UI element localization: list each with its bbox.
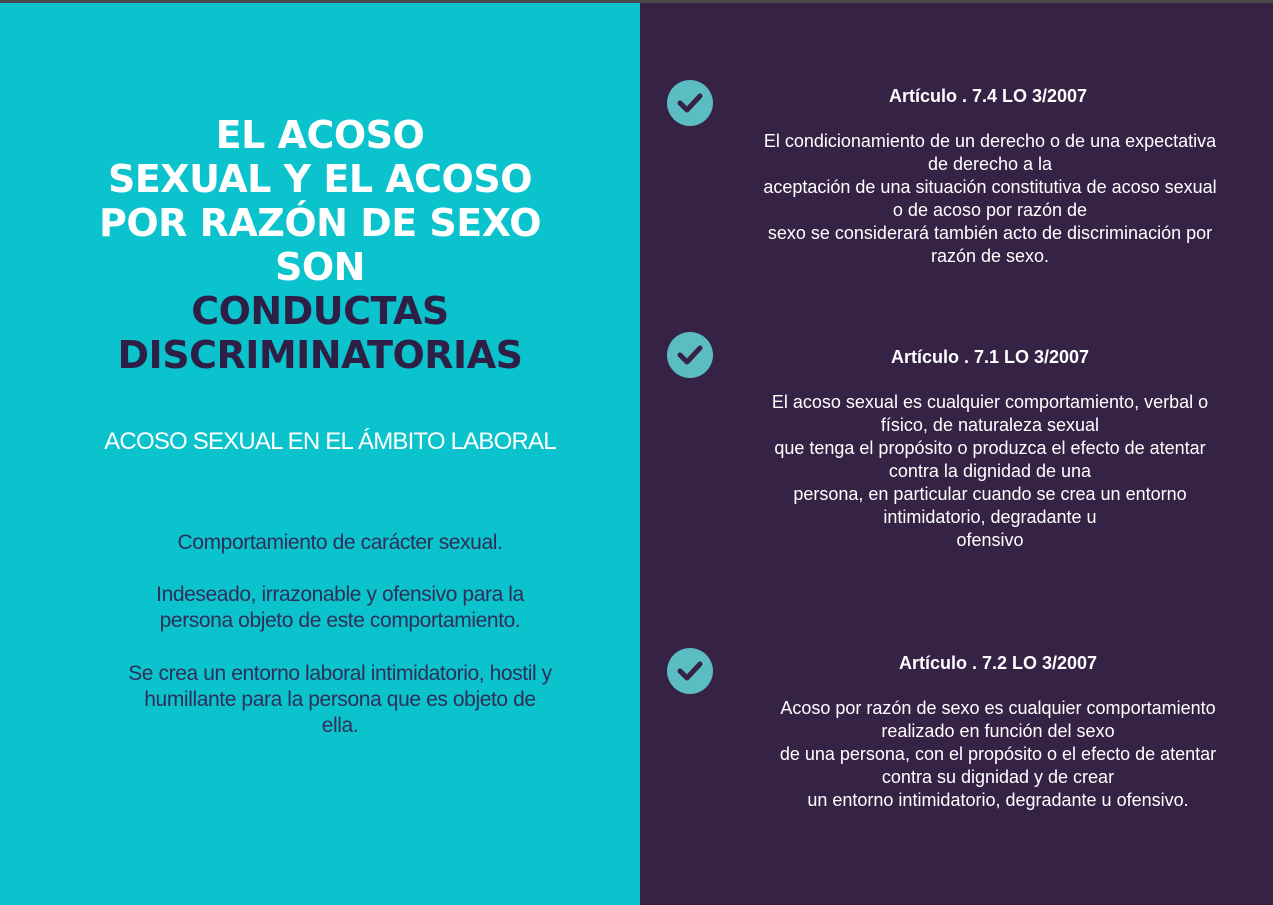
article-line: contra la dignidad de una bbox=[888, 461, 1092, 481]
paragraph-line: Indeseado, irrazonable y ofensivo para la bbox=[156, 583, 524, 606]
headline-line-dark: DISCRIMINATORIAS bbox=[117, 333, 523, 377]
article-line: sexo se considerará también acto de discriminación por bbox=[767, 223, 1213, 243]
article-line: razón de sexo. bbox=[930, 246, 1050, 266]
article-line: persona, en particular cuando se crea un entorno bbox=[793, 484, 1187, 504]
article-line: El acoso sexual es cualquier comportamiento, verbal o bbox=[771, 392, 1209, 412]
article-body bbox=[720, 391, 1260, 552]
paragraph-line: persona objeto de este comportamiento. bbox=[159, 609, 521, 632]
paragraph-line: humillante para la persona que es objeto de bbox=[144, 688, 536, 711]
paragraph bbox=[90, 582, 590, 634]
article-title: Artículo . 7.4 LO 3/2007 bbox=[888, 86, 1088, 106]
headline-line-dark: CONDUCTAS bbox=[191, 289, 449, 333]
paragraph-line: Comportamiento de carácter sexual. bbox=[177, 531, 503, 554]
article-body bbox=[720, 130, 1260, 268]
paragraph-line: Se crea un entorno laboral intimidatorio, hostil y bbox=[128, 662, 552, 685]
article-body bbox=[728, 697, 1268, 812]
check-circle-icon bbox=[667, 332, 713, 378]
paragraph bbox=[90, 661, 590, 739]
article-line: ofensivo bbox=[956, 530, 1024, 550]
article-line: físico, de naturaleza sexual bbox=[880, 415, 1100, 435]
article-title: Artículo . 7.2 LO 3/2007 bbox=[898, 653, 1098, 673]
check-circle-icon bbox=[667, 80, 713, 126]
headline-line: POR RAZÓN DE SEXO bbox=[98, 201, 541, 245]
article-line: o de acoso por razón de bbox=[892, 200, 1088, 220]
paragraph-line: ella. bbox=[321, 714, 359, 737]
article-line: un entorno intimidatorio, degradante u ofensivo. bbox=[807, 790, 1189, 810]
article-title: Artículo . 7.1 LO 3/2007 bbox=[890, 347, 1090, 367]
check-circle-icon bbox=[667, 648, 713, 694]
article-line: contra su dignidad y de crear bbox=[881, 767, 1115, 787]
main-headline bbox=[20, 113, 620, 377]
subtitle: ACOSO SEXUAL EN EL ÁMBITO LABORAL bbox=[104, 428, 556, 455]
article-line: de una persona, con el propósito o el efecto de atentar bbox=[779, 744, 1217, 764]
article-line: que tenga el propósito o produzca el efecto de atentar bbox=[774, 438, 1206, 458]
article-line: realizado en función del sexo bbox=[881, 721, 1115, 741]
article-line: Acoso por razón de sexo es cualquier comportamiento bbox=[780, 698, 1216, 718]
article-line: de derecho a la bbox=[927, 154, 1053, 174]
headline-line: EL ACOSO bbox=[215, 113, 425, 157]
headline-line: SEXUAL Y EL ACOSO bbox=[107, 157, 533, 201]
article-line: El condicionamiento de un derecho o de una expectativa bbox=[763, 131, 1217, 151]
paragraph bbox=[90, 530, 590, 556]
article-line: intimidatorio, degradante u bbox=[883, 507, 1097, 527]
headline-line: SON bbox=[275, 245, 365, 289]
article-line: aceptación de una situación constitutiva de acoso sexual bbox=[763, 177, 1217, 197]
